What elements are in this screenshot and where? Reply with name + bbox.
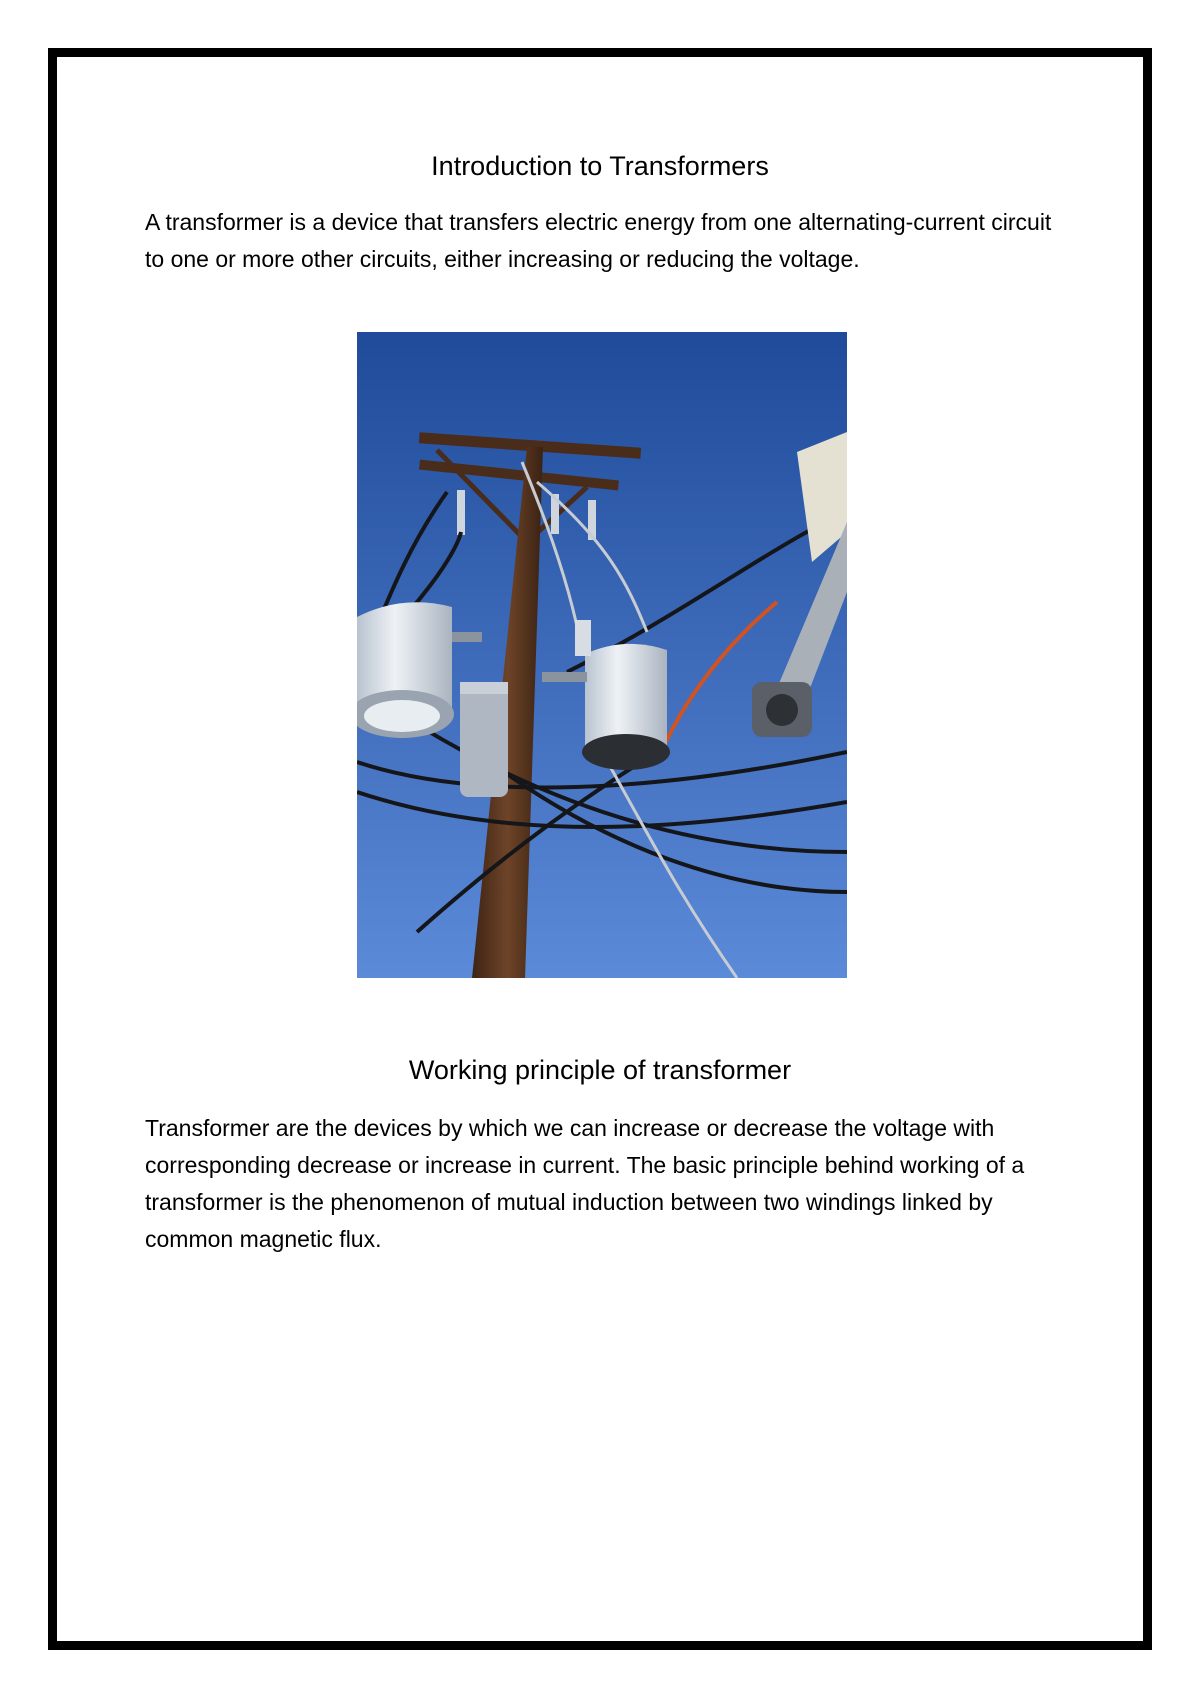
transformer-pole-photo — [357, 332, 847, 978]
middle-transformer — [460, 682, 508, 797]
section-heading-introduction: Introduction to Transformers — [431, 151, 769, 181]
working-principle-paragraph: Transformer are the devices by which we can increase or decrease the voltage with corresponding decrease or increase in current. The basic principle behind working of a transformer is the phenomenon of mutual induction between two windings linked by common magnetic flux. — [145, 1115, 1025, 1252]
introduction-paragraph: A transformer is a device that transfers electric energy from one alternating-current circuit to one or more other circuits, either increasing or reducing the voltage. — [145, 209, 1052, 272]
section-heading-working-principle: Working principle of transformer — [408, 1055, 792, 1085]
insulator — [457, 490, 465, 535]
